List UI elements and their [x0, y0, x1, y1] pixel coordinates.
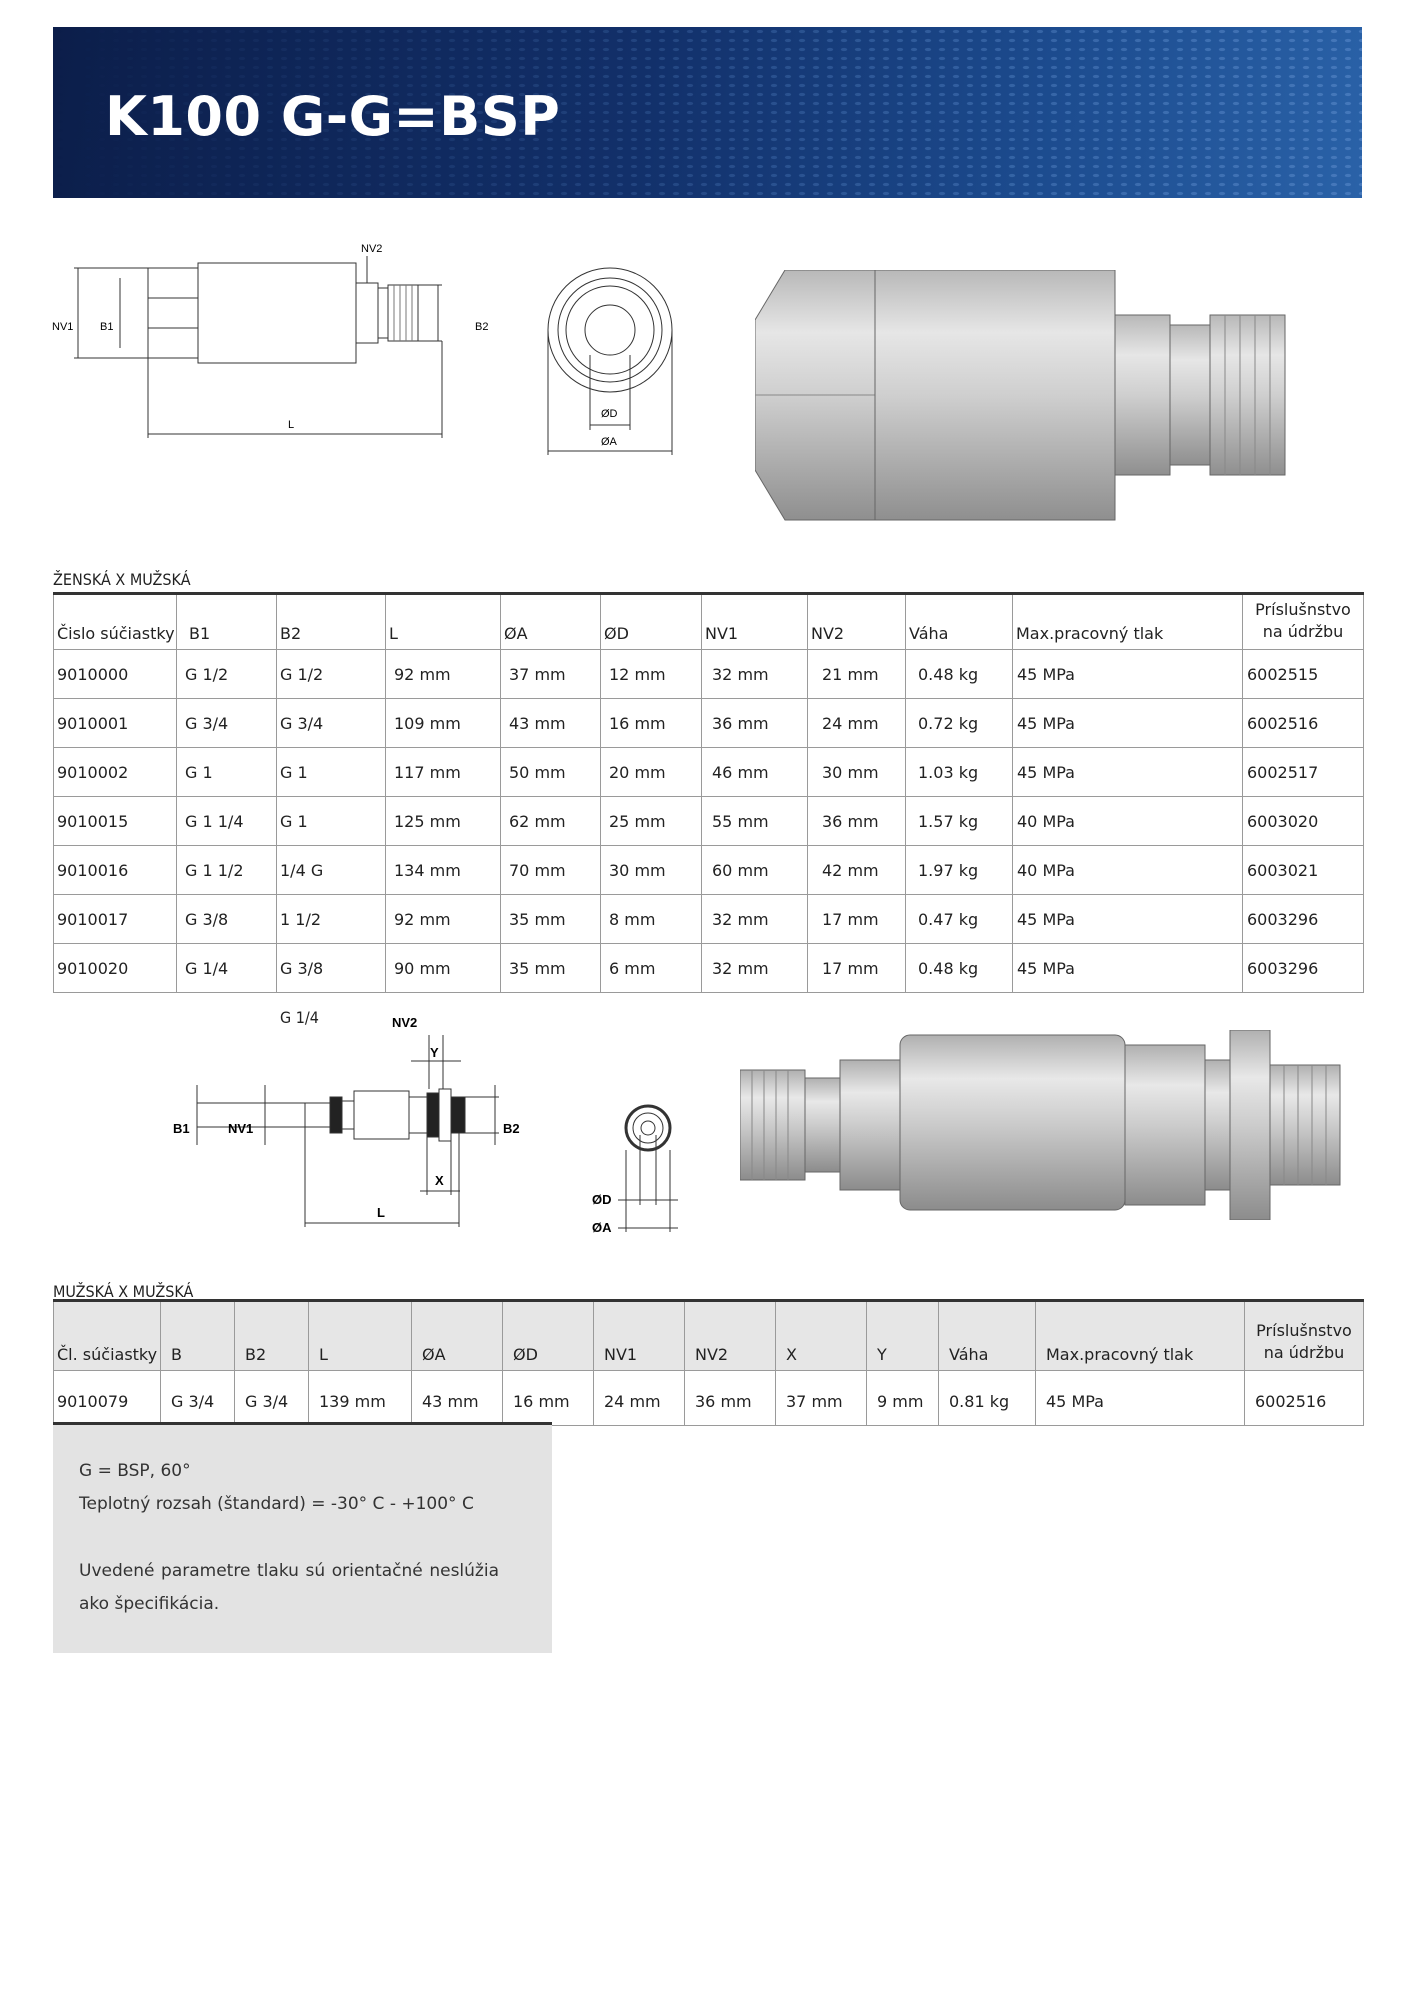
col-nv2: NV2	[685, 1301, 776, 1371]
product-image-male-male	[740, 1030, 1350, 1220]
technical-drawing-side-view	[50, 238, 520, 443]
table-cell: 1.03 kg	[906, 748, 1013, 797]
label-d: ØD	[601, 408, 618, 420]
page-title: K100 G-G=BSP	[105, 85, 561, 148]
section-label-male-male: MUŽSKÁ X MUŽSKÁ	[53, 1282, 194, 1301]
table-cell: 8 mm	[601, 895, 702, 944]
table-cell: 45 MPa	[1013, 748, 1243, 797]
table-cell: 125 mm	[386, 797, 501, 846]
table-cell: G 3/4	[177, 699, 277, 748]
table-cell: 6003296	[1243, 944, 1364, 993]
table-cell: 21 mm	[808, 650, 906, 699]
table-cell: G 1	[277, 748, 386, 797]
col-od: ØD	[601, 594, 702, 650]
table-cell: 0.72 kg	[906, 699, 1013, 748]
table-cell: G 3/4	[277, 699, 386, 748]
table-cell: 30 mm	[601, 846, 702, 895]
table-cell: 32 mm	[702, 650, 808, 699]
table-header-row	[54, 594, 1364, 650]
col-l: L	[386, 594, 501, 650]
table-cell: 62 mm	[501, 797, 601, 846]
col-x: X	[776, 1301, 867, 1371]
header-banner	[53, 27, 1362, 198]
table-cell: 0.81 kg	[939, 1371, 1036, 1426]
label-nv1-2: NV1	[228, 1121, 254, 1136]
table-cell: 9010016	[54, 846, 177, 895]
table-cell: 24 mm	[594, 1371, 685, 1426]
table-cell: 6 mm	[601, 944, 702, 993]
product-image-female-male	[755, 270, 1355, 530]
label-b2: B2	[475, 321, 489, 333]
table-cell: 117 mm	[386, 748, 501, 797]
table-cell: 50 mm	[501, 748, 601, 797]
table-cell: 16 mm	[503, 1371, 594, 1426]
col-y: Y	[867, 1301, 939, 1371]
table-cell: 37 mm	[501, 650, 601, 699]
table-cell: 36 mm	[685, 1371, 776, 1426]
table-cell: 1.57 kg	[906, 797, 1013, 846]
table-cell: 1/4 G	[277, 846, 386, 895]
table-cell: 36 mm	[702, 699, 808, 748]
table-cell: 35 mm	[501, 944, 601, 993]
col-b2: B2	[235, 1301, 309, 1371]
table-cell: 43 mm	[501, 699, 601, 748]
table-cell: 6002517	[1243, 748, 1364, 797]
label-b1-2: B1	[173, 1121, 190, 1136]
col-b1: B1	[177, 594, 277, 650]
table-row	[54, 944, 1364, 993]
table-cell: 32 mm	[702, 944, 808, 993]
col-od: ØD	[503, 1301, 594, 1371]
col-weight: Váha	[906, 594, 1013, 650]
table-cell: G 3/4	[235, 1371, 309, 1426]
table-cell: 9010079	[54, 1371, 161, 1426]
table-cell: 1 1/2	[277, 895, 386, 944]
table-cell: 42 mm	[808, 846, 906, 895]
table-cell: 32 mm	[702, 895, 808, 944]
table-cell: G 3/4	[161, 1371, 235, 1426]
label-a: ØA	[601, 436, 617, 448]
table-cell: 6003020	[1243, 797, 1364, 846]
table-cell: 40 MPa	[1013, 846, 1243, 895]
label-b1: B1	[100, 321, 114, 333]
col-max-pressure: Max.pracovný tlak	[1036, 1301, 1245, 1371]
col-nv1: NV1	[594, 1301, 685, 1371]
table-cell: 92 mm	[386, 650, 501, 699]
table-row	[54, 1371, 1364, 1426]
table-row	[54, 797, 1364, 846]
table-cell: 0.48 kg	[906, 944, 1013, 993]
label-nv1: NV1	[52, 321, 74, 333]
table-cell: 35 mm	[501, 895, 601, 944]
table-cell: G 3/8	[177, 895, 277, 944]
label-d-2: ØD	[592, 1192, 612, 1207]
table-cell: G 1/4	[177, 944, 277, 993]
table-cell: 139 mm	[309, 1371, 412, 1426]
table-cell: 60 mm	[702, 846, 808, 895]
table-cell: 9010002	[54, 748, 177, 797]
table-cell: 36 mm	[808, 797, 906, 846]
table-cell: G 1 1/2	[177, 846, 277, 895]
table-cell: 9 mm	[867, 1371, 939, 1426]
table-cell: 20 mm	[601, 748, 702, 797]
table-cell: 134 mm	[386, 846, 501, 895]
table-cell: 30 mm	[808, 748, 906, 797]
col-oa: ØA	[412, 1301, 503, 1371]
table-row	[54, 846, 1364, 895]
table-cell: 45 MPa	[1013, 944, 1243, 993]
col-l: L	[309, 1301, 412, 1371]
table-cell: 45 MPa	[1013, 699, 1243, 748]
table-cell: 45 MPa	[1013, 650, 1243, 699]
table-cell: 1.97 kg	[906, 846, 1013, 895]
technical-drawing-front-view	[545, 255, 695, 460]
spec-table-male-male	[53, 1299, 1364, 1426]
table-cell: G 1	[277, 797, 386, 846]
table-cell: 40 MPa	[1013, 797, 1243, 846]
table-cell: 6003296	[1243, 895, 1364, 944]
spec-table-female-male	[53, 592, 1364, 993]
col-weight: Váha	[939, 1301, 1036, 1371]
table-cell: 17 mm	[808, 944, 906, 993]
table-cell: 24 mm	[808, 699, 906, 748]
note-temperature: Teplotný rozsah (štandard) = -30° C - +100° C	[79, 1494, 474, 1514]
table-cell: 45 MPa	[1036, 1371, 1245, 1426]
col-part-number: Čl. súčiastky	[54, 1301, 161, 1371]
table-cell: 43 mm	[412, 1371, 503, 1426]
technical-drawing-front-view-2	[588, 1100, 698, 1235]
col-nv1: NV1	[702, 594, 808, 650]
table-cell: 9010017	[54, 895, 177, 944]
table-cell: G 1	[177, 748, 277, 797]
note-disclaimer: Uvedené parametre tlaku sú orientačné neslúžia ako špecifikácia.	[79, 1561, 499, 1614]
thread-note: G 1/4	[280, 1008, 319, 1027]
table-row	[54, 748, 1364, 797]
col-max-pressure: Max.pracovný tlak	[1013, 594, 1243, 650]
col-part-number: Čislo súčiastky	[54, 594, 177, 650]
table-cell: 9010000	[54, 650, 177, 699]
col-maintenance-kit: Príslušnstvo na údržbu	[1245, 1301, 1364, 1371]
table-cell: 25 mm	[601, 797, 702, 846]
col-b2: B2	[277, 594, 386, 650]
label-nv2: NV2	[361, 243, 383, 255]
table-cell: 6002516	[1245, 1371, 1364, 1426]
technical-drawing-male-male	[165, 1005, 545, 1235]
label-nv2-2: NV2	[392, 1015, 418, 1030]
table-cell: 12 mm	[601, 650, 702, 699]
label-l-2: L	[377, 1205, 385, 1220]
col-nv2: NV2	[808, 594, 906, 650]
section-label-female-male: ŽENSKÁ X MUŽSKÁ	[53, 570, 191, 589]
label-l: L	[288, 419, 295, 431]
table-cell: 92 mm	[386, 895, 501, 944]
table-cell: 16 mm	[601, 699, 702, 748]
label-a-2: ØA	[592, 1220, 612, 1235]
col-b: B	[161, 1301, 235, 1371]
table-cell: 0.48 kg	[906, 650, 1013, 699]
notes-box	[53, 1422, 552, 1653]
table-cell: 6003021	[1243, 846, 1364, 895]
table-cell: 37 mm	[776, 1371, 867, 1426]
table-row	[54, 699, 1364, 748]
table-cell: 46 mm	[702, 748, 808, 797]
table-cell: 9010020	[54, 944, 177, 993]
table-cell: G 3/8	[277, 944, 386, 993]
table-cell: 6002516	[1243, 699, 1364, 748]
table-header-row	[54, 1301, 1364, 1371]
table-cell: 9010001	[54, 699, 177, 748]
col-maintenance-kit: Príslušnstvo na údržbu	[1243, 594, 1364, 650]
table-cell: 45 MPa	[1013, 895, 1243, 944]
table-cell: 55 mm	[702, 797, 808, 846]
table-cell: 90 mm	[386, 944, 501, 993]
table-cell: 6002515	[1243, 650, 1364, 699]
table-row	[54, 650, 1364, 699]
table-cell: 9010015	[54, 797, 177, 846]
note-thread: G = BSP, 60°	[79, 1461, 191, 1481]
table-cell: G 1 1/4	[177, 797, 277, 846]
table-row	[54, 895, 1364, 944]
col-oa: ØA	[501, 594, 601, 650]
table-cell: G 1/2	[277, 650, 386, 699]
label-b2-2: B2	[503, 1121, 520, 1136]
table-cell: 70 mm	[501, 846, 601, 895]
label-x: X	[435, 1173, 444, 1188]
table-cell: 0.47 kg	[906, 895, 1013, 944]
table-cell: 17 mm	[808, 895, 906, 944]
table-cell: G 1/2	[177, 650, 277, 699]
label-y: Y	[430, 1045, 439, 1060]
table-cell: 109 mm	[386, 699, 501, 748]
